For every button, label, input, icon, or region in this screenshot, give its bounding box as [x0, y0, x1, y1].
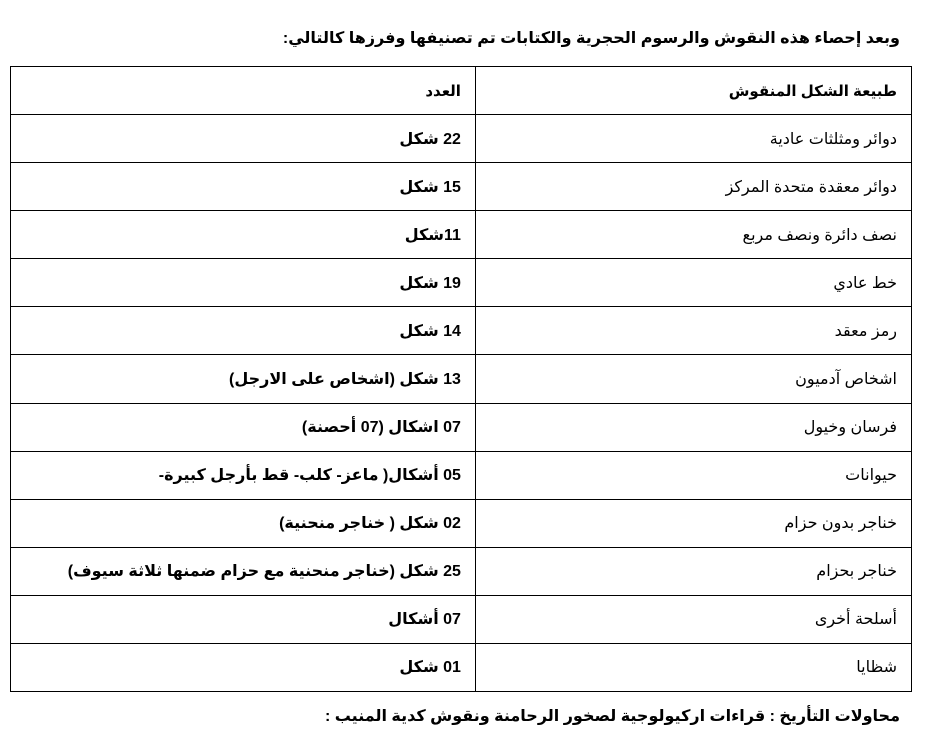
table-row — [11, 259, 912, 307]
row-count-cell: 22 شكل — [11, 115, 476, 163]
row-kind-cell: نصف دائرة ونصف مربع — [475, 211, 911, 259]
table-row — [11, 643, 912, 691]
row-count-cell: 25 شكل (خناجر منحنية مع حزام ضمنها ثلاثة سيوف) — [11, 547, 476, 595]
row-count-cell: 13 شكل (اشخاص على الارجل) — [11, 355, 476, 403]
table-row — [11, 451, 912, 499]
classification-table — [10, 66, 912, 692]
row-count-cell: 07 أشكال — [11, 595, 476, 643]
row-count-cell: 19 شكل — [11, 259, 476, 307]
table-row — [11, 355, 912, 403]
row-kind-cell: خناجر بحزام — [475, 547, 911, 595]
row-count-cell: 02 شكل ( خناجر منحنية) — [11, 499, 476, 547]
table-row — [11, 403, 912, 451]
table-row — [11, 163, 912, 211]
table-row — [11, 547, 912, 595]
row-kind-cell: خناجر بدون حزام — [475, 499, 911, 547]
table-row — [11, 211, 912, 259]
header-kind: طبيعة الشكل المنقوش — [475, 67, 911, 115]
table-row — [11, 595, 912, 643]
row-kind-cell: أسلحة أخرى — [475, 595, 911, 643]
row-count-cell: 05 أشكال( ماعز- كلب- قط بأرجل كبيرة- — [11, 451, 476, 499]
row-kind-cell: رمز معقد — [475, 307, 911, 355]
table-body — [11, 115, 912, 692]
row-kind-cell: حيوانات — [475, 451, 911, 499]
row-kind-cell: شظايا — [475, 643, 911, 691]
row-kind-cell: دوائر ومثلثات عادية — [475, 115, 911, 163]
header-count: العدد — [11, 67, 476, 115]
row-kind-cell: دوائر معقدة متحدة المركز — [475, 163, 911, 211]
intro-paragraph: وبعد إحصاء هذه النقوش والرسوم الحجرية والكتابات تم تصنيفها وفرزها كالتالي: — [282, 30, 900, 47]
row-kind-cell: فرسان وخيول — [475, 403, 911, 451]
table-row — [11, 115, 912, 163]
row-kind-cell: اشخاص آدميون — [475, 355, 911, 403]
table-header-row — [11, 67, 912, 115]
footer-heading: محاولات التأريخ : قراءات اركيولوجية لصخور الرحامنة ونقوش كدية المنيب : — [324, 708, 900, 725]
row-kind-cell: خط عادي — [475, 259, 911, 307]
row-count-cell: 14 شكل — [11, 307, 476, 355]
table-row — [11, 307, 912, 355]
row-count-cell: 07 اشكال (07 أحصنة) — [11, 403, 476, 451]
row-count-cell: 11شكل — [11, 211, 476, 259]
row-count-cell: 01 شكل — [11, 643, 476, 691]
table-row — [11, 499, 912, 547]
row-count-cell: 15 شكل — [11, 163, 476, 211]
